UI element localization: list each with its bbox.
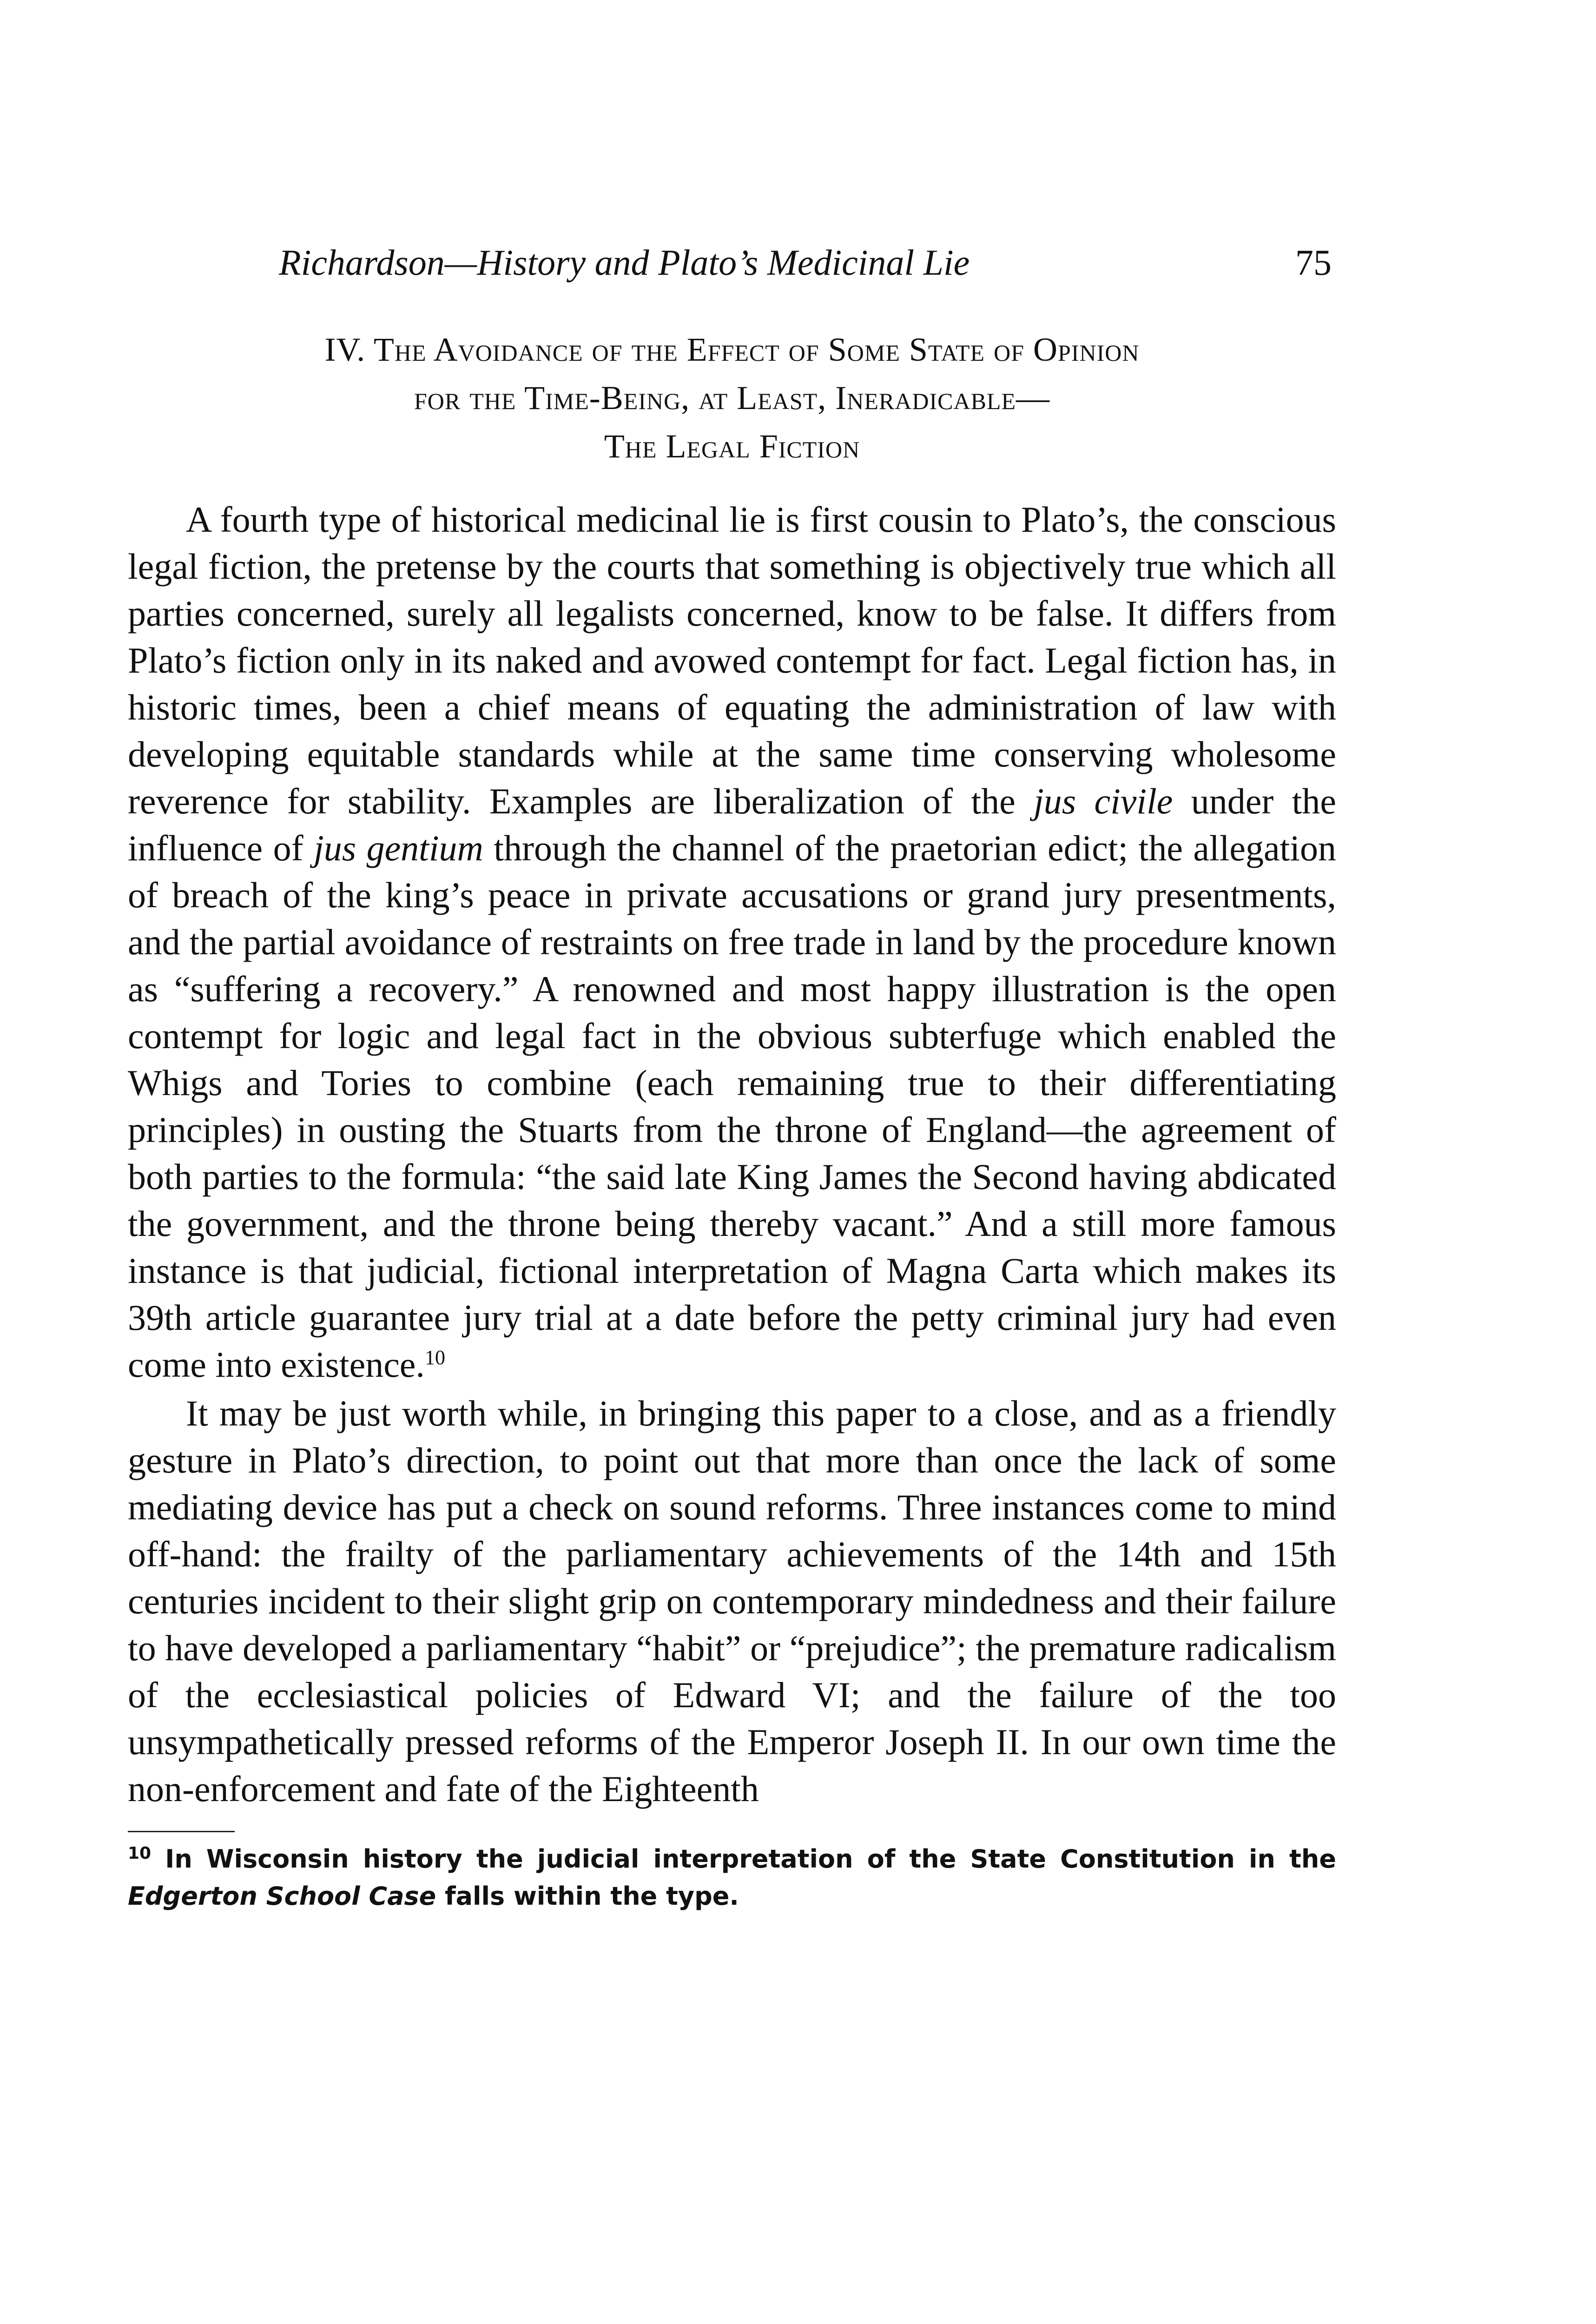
paragraph-1-text-c: through the channel of the praetorian edict; the allegation of breach of the king’s peace in private accusations or grand jury presentments, and the partial avoidance of restraints on free trade in land by the procedure known as “suffering a recovery.” A renowned and most happy illustration is the open contempt for logic and legal fact in the obvious subterfuge which enabled the Whigs and Tories to combine (each remaining true to their differentiating principles) in ousting the Stuarts from the throne of England—the agreement of both parties to the formula: “the said late King James the Second having abdicated the government, and the throne being thereby vacant.” And a still more famous instance is that judicial, fictional interpretation of Magna Carta which makes its 39th article guarantee jury trial at a date before the petty criminal jury had even come into existence.	[128, 828, 1336, 1385]
footnote	[128, 1841, 1336, 1915]
running-title: Richardson—History and Plato’s Medicinal Lie	[279, 242, 970, 283]
page-number: 75	[1295, 242, 1332, 283]
paragraph-legal-fiction	[128, 496, 1336, 1388]
italic-jus-gentium: jus gentium	[314, 828, 483, 868]
section-heading-line-1: IV. The Avoidance of the Effect of Some State of Opinion	[324, 331, 1140, 368]
footnote-text-b: falls within the type.	[436, 1882, 739, 1911]
journal-page	[128, 242, 1336, 1940]
section-heading	[128, 325, 1336, 470]
paragraph-1-text-a: A fourth type of historical medicinal lie is first cousin to Plato’s, the conscious legal fiction, the pretense by the courts that something is objectively true which all parties concerned, surely all legalists concerned, know to be false. It differs from Plato’s fiction only in its naked and avowed contempt for fact. Legal fiction has, in historic times, been a chief means of equating the administration of law with developing equitable standards while at the same time conserving wholesome reverence for stability. Examples are liberalization of the	[128, 499, 1336, 821]
footnote-text-a: In Wisconsin history the judicial interpretation of the State Constitution in the	[165, 1844, 1336, 1874]
section-heading-line-2: for the Time-Being, at Least, Ineradicable—	[414, 379, 1050, 416]
body-text	[128, 496, 1336, 1915]
footnote-reference[interactable]: 10	[424, 1346, 445, 1369]
footnote-divider	[128, 1831, 235, 1832]
section-heading-line-3: The Legal Fiction	[604, 428, 860, 465]
paragraph-1-text-b: under the influence of	[128, 781, 1336, 868]
footnote-number: 10	[128, 1844, 152, 1863]
footnote-case-name: Edgerton School Case	[128, 1882, 436, 1911]
running-header	[128, 242, 1336, 293]
italic-jus-civile: jus civile	[1034, 781, 1173, 821]
paragraph-mediating-device: It may be just worth while, in bringing this paper to a close, and as a friendly gesture in Plato’s direction, to point out that more than once the lack of some mediating device has put a check on sound reforms. Three instances come to mind off-hand: the frailty of the parliamentary achievements of the 14th and 15th centuries incident to their slight grip on contemporary mindedness and their failure to have developed a parliamentary “habit” or “prejudice”; the premature radicalism of the ecclesiastical policies of Edward VI; and the failure of the too unsympathetically pressed reforms of the Emperor Joseph II. In our own time the non-enforcement and fate of the Eighteenth	[128, 1393, 1336, 1809]
